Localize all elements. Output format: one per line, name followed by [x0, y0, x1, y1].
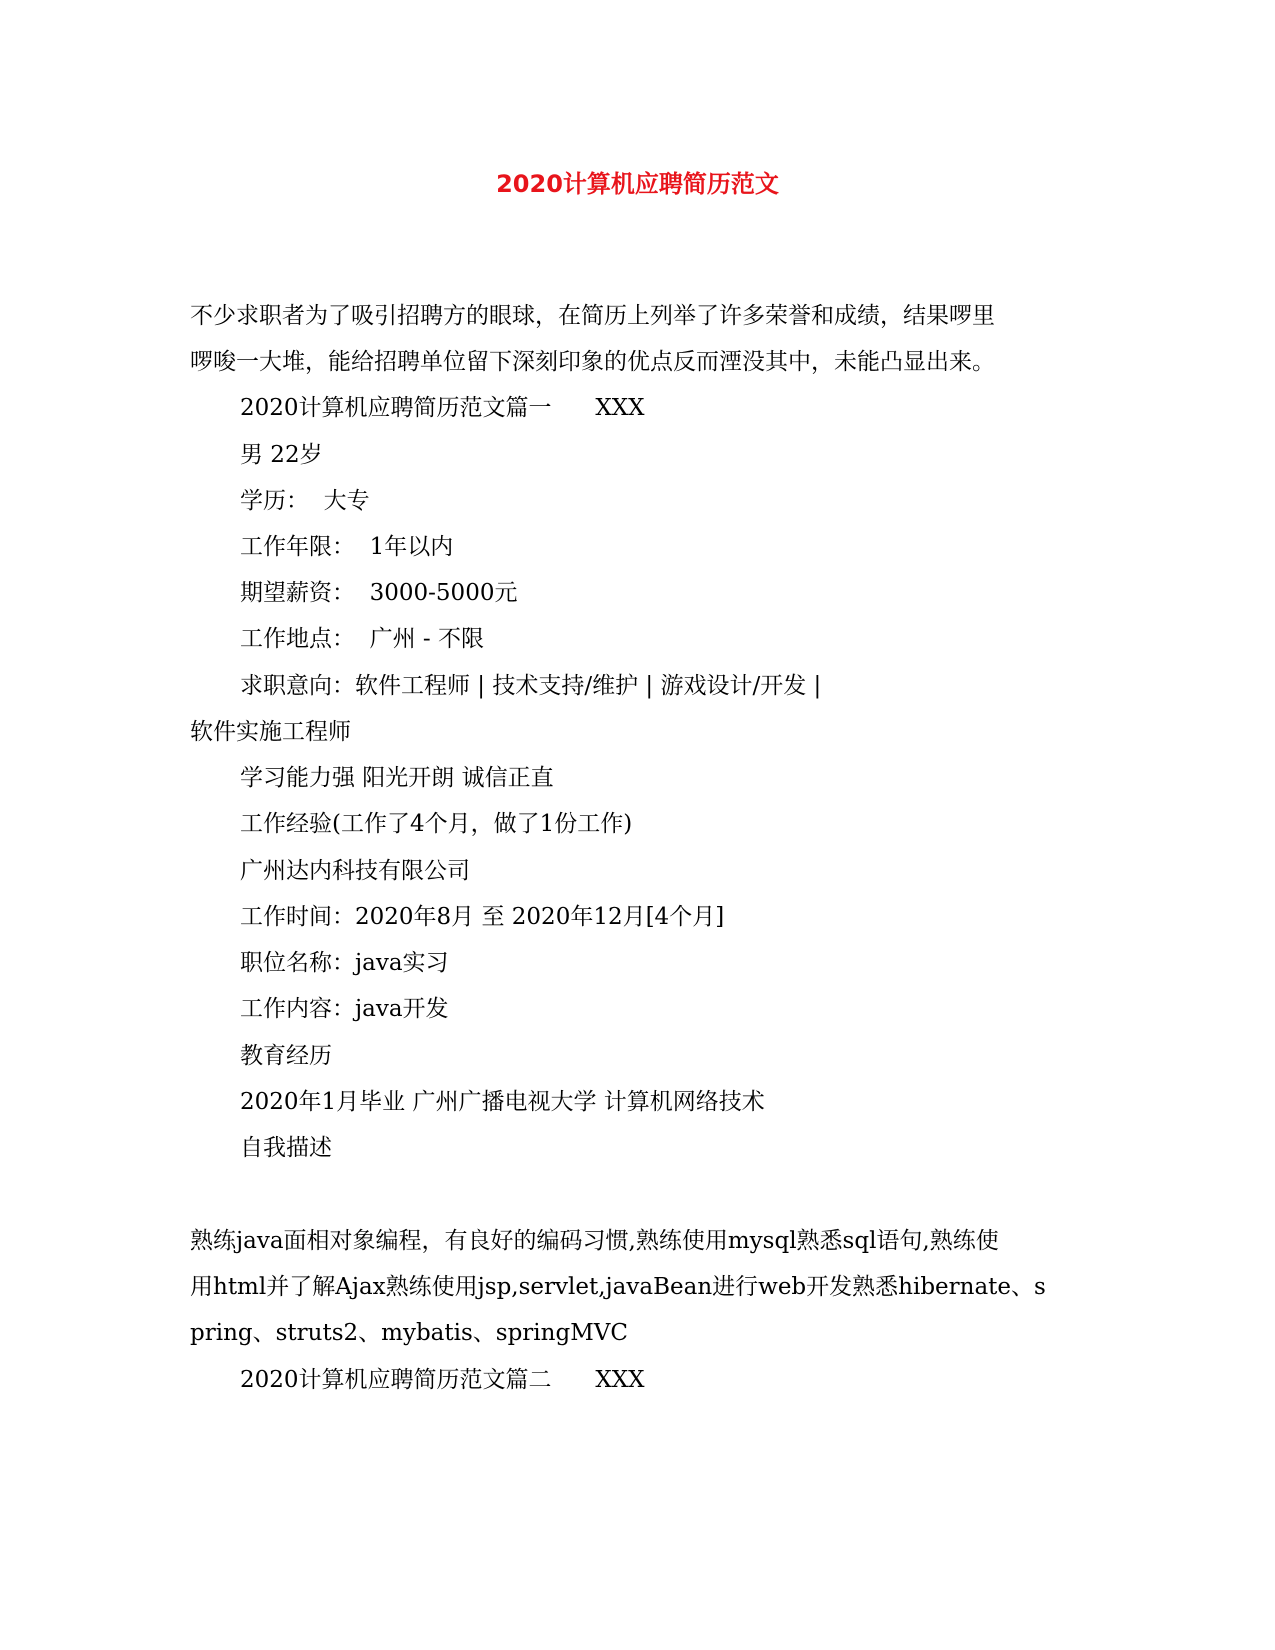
work-location: 工作地点： 广州 - 不限 [240, 626, 485, 652]
resume1-heading: 2020计算机应聘简历范文篇一 XXX [240, 395, 645, 421]
self-description-line-2: 用html并了解Ajax熟练使用jsp,servlet,javaBean进行web开发熟悉hibernate、s [190, 1274, 1046, 1300]
expected-salary: 期望薪资： 3000-5000元 [240, 580, 518, 606]
education-level: 学历： 大专 [240, 488, 370, 514]
intro-line-1: 不少求职者为了吸引招聘方的眼球，在简历上列举了许多荣誉和成绩，结果啰里 [190, 303, 995, 329]
self-description-heading: 自我描述 [240, 1135, 332, 1161]
gender-age: 男 22岁 [240, 442, 323, 468]
education-detail: 2020年1月毕业 广州广播电视大学 计算机网络技术 [240, 1089, 765, 1115]
resume2-heading: 2020计算机应聘简历范文篇二 XXX [240, 1367, 645, 1393]
job-intent-line-1: 求职意向：软件工程师 | 技术支持/维护 | 游戏设计/开发 | [240, 673, 822, 699]
work-experience-summary: 工作经验(工作了4个月，做了1份工作) [240, 811, 633, 837]
education-heading: 教育经历 [240, 1043, 332, 1069]
work-time: 工作时间：2020年8月 至 2020年12月[4个月] [240, 904, 725, 930]
self-description-line-3: pring、struts2、mybatis、springMVC [190, 1320, 628, 1346]
experience-years: 工作年限： 1年以内 [240, 534, 454, 560]
position-title: 职位名称：java实习 [240, 950, 449, 976]
job-intent-line-2: 软件实施工程师 [190, 719, 351, 745]
self-description-line-1: 熟练java面相对象编程，有良好的编码习惯,熟练使用mysql熟悉sql语句,熟练使 [190, 1228, 999, 1254]
company-name: 广州达内科技有限公司 [240, 858, 470, 884]
work-content: 工作内容：java开发 [240, 996, 449, 1022]
personal-traits: 学习能力强 阳光开朗 诚信正直 [240, 765, 554, 791]
intro-line-2: 啰唆一大堆，能给招聘单位留下深刻印象的优点反而湮没其中，未能凸显出来。 [190, 349, 995, 375]
document-title: 2020计算机应聘简历范文 [496, 170, 779, 198]
